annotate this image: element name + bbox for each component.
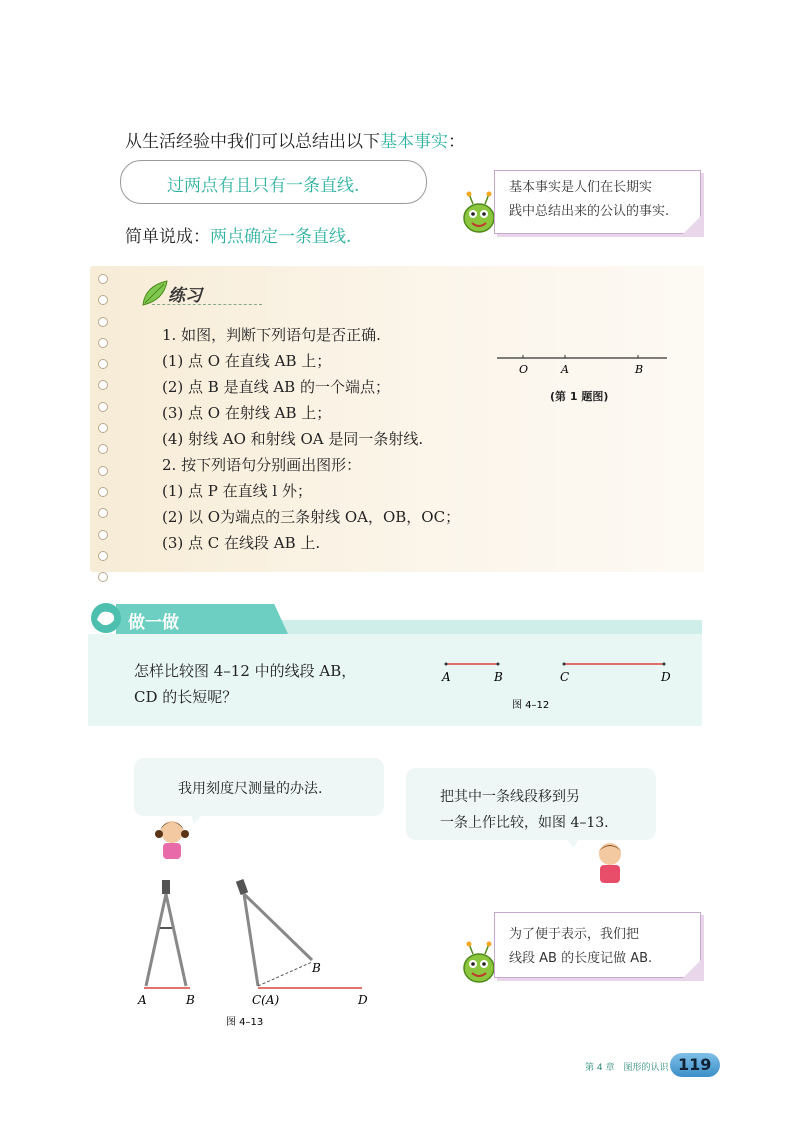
speech-bubble-boy <box>406 768 656 840</box>
practice-item: (2) 点 B 是直线 AB 的一个端点； <box>162 378 390 396</box>
label-a: A <box>138 993 147 1007</box>
label-b: B <box>186 993 195 1007</box>
compass-2-handle <box>236 879 248 895</box>
practice-item: (3) 点 O 在射线 AB 上； <box>162 404 332 422</box>
intro-highlight: 基本事实 <box>380 132 448 152</box>
notebook-rings <box>98 274 108 593</box>
note2-line1: 为了便于表示，我们把 <box>509 927 640 942</box>
label-a: A <box>561 363 569 376</box>
label-b-moved: B <box>312 961 321 975</box>
compass-2-leg-left <box>244 894 258 986</box>
label-c-a: C(A) <box>252 993 280 1007</box>
fact-text: 过两点有且只有一条直线. <box>167 176 360 196</box>
doit-header <box>88 604 702 634</box>
practice-title: 练习 <box>168 286 202 306</box>
compass-1-leg-right <box>166 894 186 986</box>
practice-item: 1. 如图，判断下列语句是否正确. <box>162 326 381 344</box>
simple-text: 简单说成：两点确定一条直线. <box>125 227 352 247</box>
note-notation <box>494 912 701 978</box>
note-basic-fact <box>494 170 701 234</box>
compass-1-handle <box>162 880 170 894</box>
doit-title: 做一做 <box>128 613 179 633</box>
speech-bubble-girl <box>134 758 384 816</box>
label-d: D <box>661 670 671 684</box>
practice-box <box>90 266 704 572</box>
girl-avatar <box>150 812 210 862</box>
bubble2-text: 把其中一条线段移到另 一条上作比较，如图 4–13. <box>440 789 609 831</box>
figure-caption: 图 4–12 <box>512 700 550 711</box>
label-d: D <box>358 993 368 1007</box>
practice-item: (3) 点 C 在线段 AB 上. <box>162 534 321 552</box>
practice-item: (4) 射线 AO 和射线 OA 是同一条射线. <box>162 430 424 448</box>
label-c: C <box>560 670 570 684</box>
note2-line2: 线段 AB 的长度记做 AB. <box>509 951 653 966</box>
practice-item: (1) 点 O 在直线 AB 上； <box>162 352 332 370</box>
page-number: 119 <box>670 1053 720 1077</box>
hands-icon <box>88 600 124 636</box>
doit-question: 怎样比较图 4–12 中的线段 AB， CD 的长短呢？ <box>134 662 357 706</box>
note1-line2: 践中总结出来的公认的事实. <box>509 204 670 219</box>
practice-item: (2) 以 O为端点的三条射线 OA，OB，OC； <box>162 508 461 526</box>
label-b: B <box>494 670 503 684</box>
bubble1-text: 我用刻度尺测量的办法. <box>178 781 323 797</box>
figure-4-12 <box>436 656 696 716</box>
label-o: O <box>519 363 529 376</box>
figure-line-oab <box>495 351 670 381</box>
fact-box <box>120 160 427 204</box>
simple-highlight: 两点确定一条直线. <box>210 227 352 247</box>
figure-4-13 <box>130 878 380 1028</box>
chapter-footer: 第 4 章 图形的认识 <box>585 1063 669 1073</box>
doit-body <box>88 634 702 726</box>
figure-caption: 图 4–13 <box>226 1017 264 1028</box>
label-a: A <box>442 670 451 684</box>
label-b: B <box>635 363 644 376</box>
practice-item: 2. 按下列语句分别画出图形： <box>162 456 362 474</box>
practice-item: (1) 点 P 在直线 l 外； <box>162 482 312 500</box>
dashed-arc <box>258 962 312 986</box>
note1-line1: 基本事实是人们在长期实 <box>509 180 653 195</box>
figure-caption: (第 1 题图) <box>550 390 609 403</box>
intro-text: 从生活经验中我们可以总结出以下基本事实： <box>125 132 465 152</box>
compass-1-leg-left <box>146 894 166 986</box>
boy-avatar <box>560 836 635 888</box>
compass-2-leg-right <box>244 894 312 960</box>
